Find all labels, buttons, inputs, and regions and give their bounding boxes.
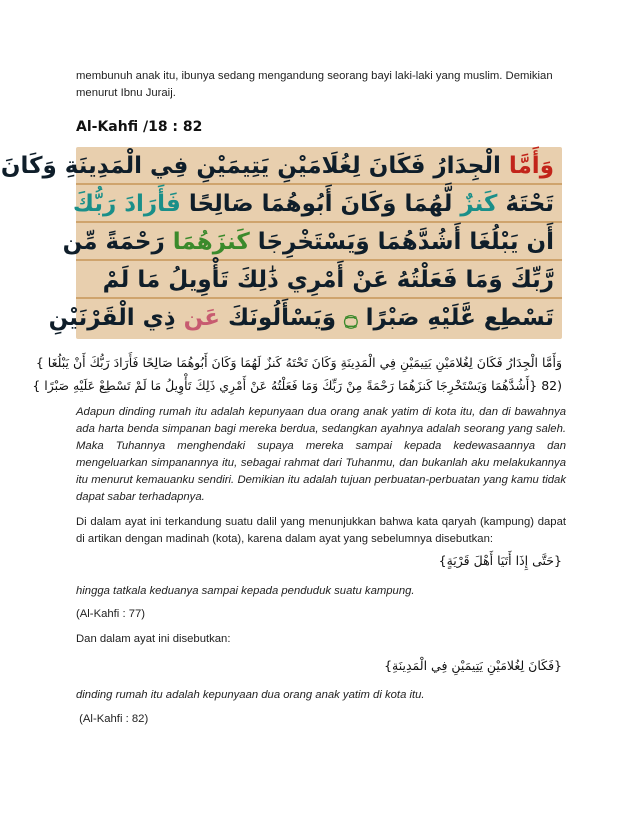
arabic-quote-2: {فَكَانَ لِغُلامَيْنِ يَتِيمَيْنِ فِي الْمَدِينَةِ}	[384, 658, 562, 673]
quran-image-text: ۝	[336, 305, 358, 331]
quran-image-text: كَنزٌ	[452, 191, 498, 217]
quote-2-translation: dinding rumah itu adalah kepunyaan dua orang anak yatim di kota itu.	[76, 689, 425, 701]
intro-paragraph: membunuh anak itu, ibunya sedang mengandung seorang bayi laki-laki yang muslim. Demikian menurut Ibnu Juraij.	[76, 70, 553, 99]
quote-1-reference: (Al-Kahfi : 77)	[76, 608, 146, 620]
quran-image-row	[0, 147, 562, 185]
quran-image-text: وَيَسْأَلُونَكَ	[219, 305, 337, 331]
quran-image-text: الْجِدَارُ فَكَانَ لِغُلَامَيْنِ يَتِيمَيْنِ فِي الْمَدِينَةِ وَكَانَ	[0, 153, 501, 179]
quran-image-text: تَحْتَهُ	[497, 191, 554, 217]
quran-image-row	[48, 299, 562, 337]
arabic-verse-line-1: وَأَمَّا الْجِدَارُ فَكَانَ لِغُلامَيْنِ يَتِيمَيْنِ فِي الْمَدِينَةِ وَكَانَ تَحْتَهُ كَنزٌ لَهُمَا وَكَانَ أَبُوهُمَا صَالِحًا فَأَرَادَ رَبُّكَ أَنْ يَبْلُغَا }	[35, 355, 562, 370]
second-intro: Dan dalam ayat ini disebutkan:	[76, 633, 231, 645]
surah-heading: Al-Kahfi /18 : 82	[76, 119, 203, 135]
quran-image-text: عَن	[175, 305, 220, 331]
quran-verse-image	[0, 147, 562, 339]
quran-image-text: أَن يَبْلُغَا أَشُدَّهُمَا وَيَسْتَخْرِجَا	[249, 229, 554, 255]
quran-image-row	[62, 223, 562, 261]
quran-image-text: فَأَرَادَ رَبُّكَ	[72, 191, 181, 217]
quote-1-translation: hingga tatkala keduanya sampai kepada penduduk suatu kampung.	[76, 585, 415, 597]
quran-image-text: لَّهُمَا وَكَانَ أَبُوهُمَا صَالِحًا	[180, 191, 453, 217]
quote-2-reference: (Al-Kahfi : 82)	[76, 713, 149, 725]
quran-image-text: كَنزَهُمَا	[164, 229, 250, 255]
quran-image-text: وَأَمَّا	[500, 153, 554, 179]
explanation-paragraph: Di dalam ayat ini terkandung suatu dalil yang menunjukkan bahwa kata qaryah (kampung) dapat di artikan dengan madinah (kota), karena dalam ayat yang sebelumnya disebutkan:	[76, 516, 566, 545]
quran-image-row	[76, 261, 562, 299]
quran-image-text: ذِي الْقَرْنَيْنِ	[48, 305, 176, 331]
quran-image-text: تَسْطِع عَّلَيْهِ صَبْرًا	[357, 305, 554, 331]
verse-translation: Adapun dinding rumah itu adalah kepunyaan dua orang anak yatim di kota itu, dan di bawahnya ada harta benda simpanan bagi mereka berdua, sedangkan ayahnya adalah seorang yang saleh. Maka Tuhannya menghendaki supaya mereka sampai kepada kedewasaannya dan mengeluarkan simpanannya itu, sebagai rahmat dari Tuhanmu, dan bukanlah aku melakukannya itu menurut kemauanku sendiri. Demikian itu adalah tujuan perbuatan-perbuatan yang kamu tidak dapat sabar terhadapnya.	[76, 406, 566, 503]
arabic-quote-1: {حَتَّى إِذَا أَتَيَا أَهْلَ قَرْيَةٍ}	[438, 553, 562, 568]
arabic-verse-line-2: (82 {أَشُدَّهُمَا وَيَسْتَخْرِجَا كَنزَهُمَا رَحْمَةً مِنْ رَبِّكَ وَمَا فَعَلْتُهُ عَنْ أَمْرِي ذَلِكَ تَأْوِيلُ مَا لَمْ تَسْطِعْ عَلَيْهِ صَبْرًا }	[32, 378, 562, 393]
quran-image-text: رَّبِّكَ وَمَا فَعَلْتُهُ عَنْ أَمْرِي ذَٰلِكَ تَأْوِيلُ مَا لَمْ	[102, 267, 554, 293]
quran-image-text: رَحْمَةً مِّن	[62, 229, 165, 255]
quran-image-row	[72, 185, 562, 223]
